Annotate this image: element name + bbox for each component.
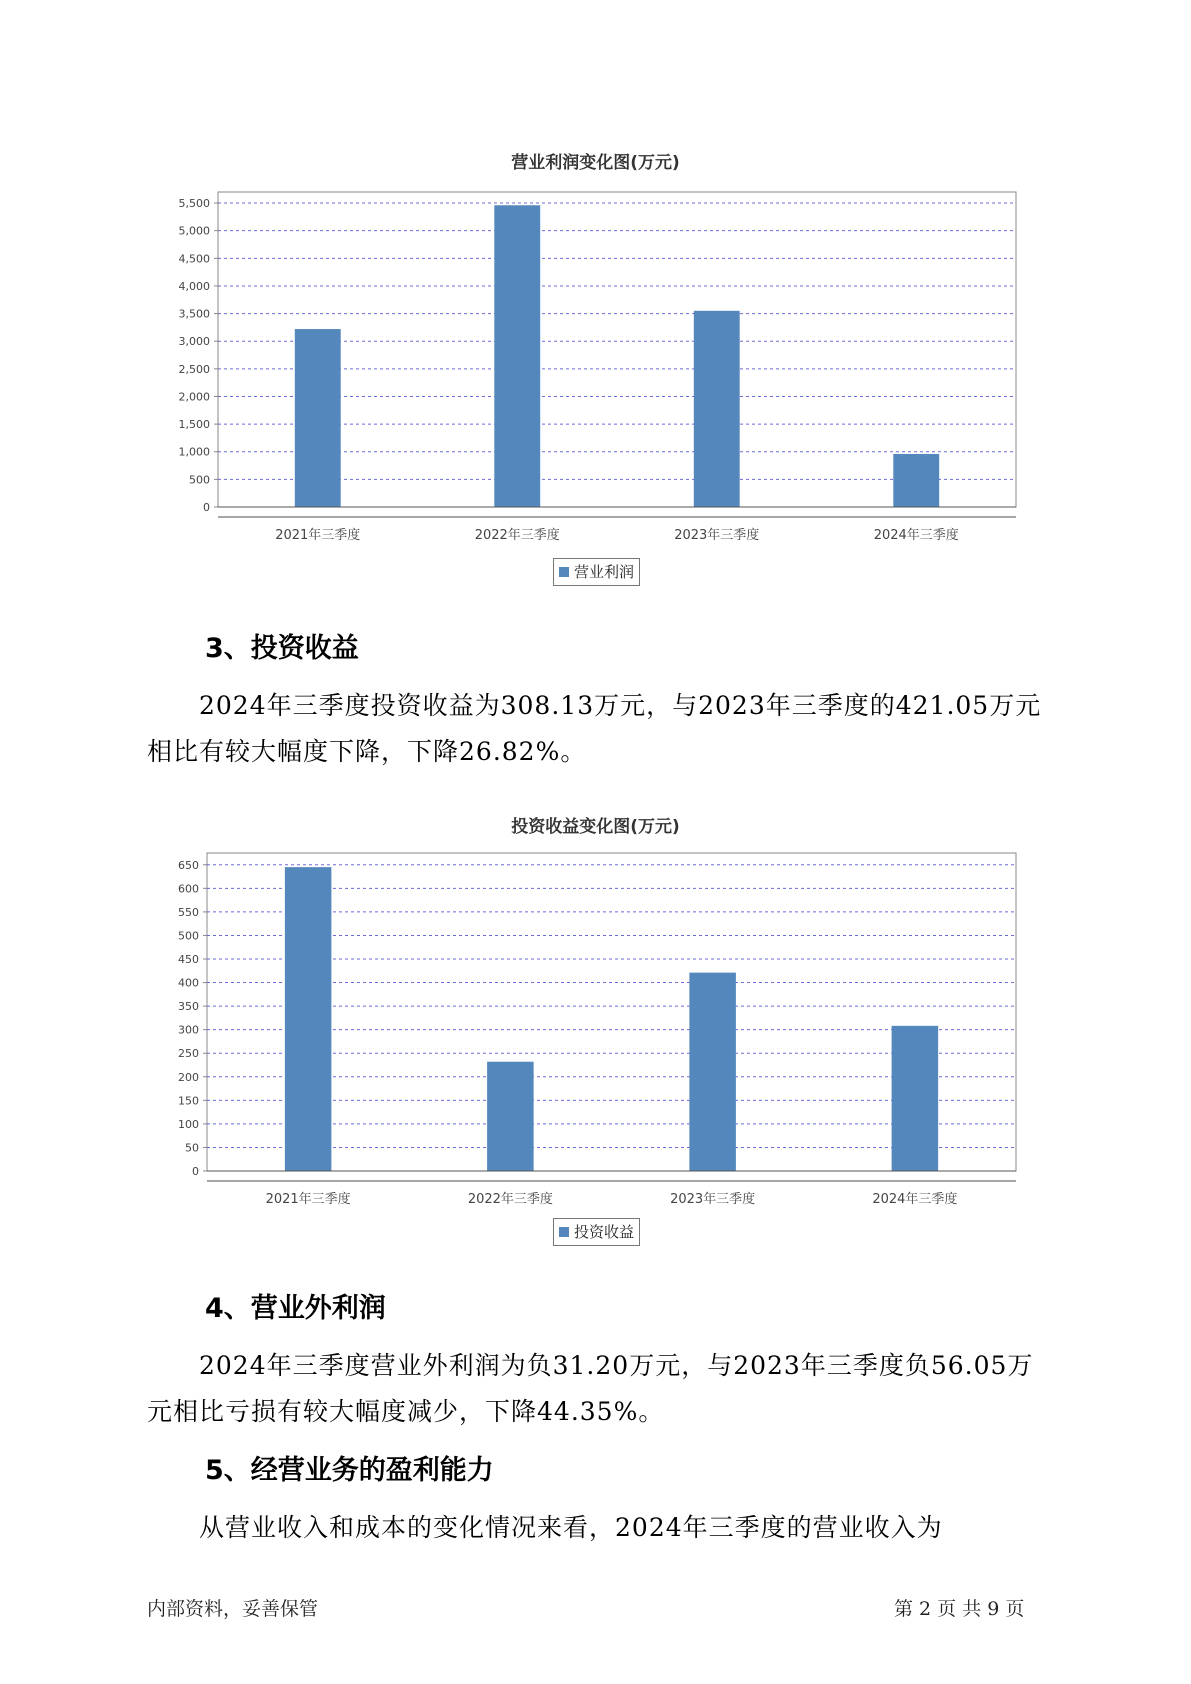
x-tick-label: 2021年三季度 [275, 528, 361, 543]
chart1-title: 营业利润变化图(万元) [511, 153, 680, 173]
x-tick-label: 2023年三季度 [670, 1192, 756, 1207]
y-tick-label: 450 [178, 953, 199, 966]
y-tick-label: 650 [178, 858, 199, 872]
chart2-title: 投资收益变化图(万元) [511, 817, 680, 837]
y-tick-label: 4,500 [178, 252, 210, 266]
y-tick-label: 600 [178, 882, 199, 896]
y-tick-label: 3,000 [178, 335, 210, 349]
chart1-legend [553, 558, 640, 586]
section3-paragraph [147, 683, 1047, 775]
legend-swatch [559, 567, 569, 577]
y-tick-label: 0 [203, 501, 210, 514]
chart2-legend [553, 1218, 640, 1246]
y-tick-label: 1,500 [178, 418, 210, 432]
footer-left: 内部资料，妥善保管 [147, 1598, 319, 1620]
y-tick-label: 50 [185, 1141, 199, 1155]
y-tick-label: 300 [178, 1023, 199, 1037]
chart1-legend-label: 营业利润 [574, 563, 635, 581]
x-tick-label: 2024年三季度 [872, 1192, 958, 1207]
x-tick-label: 2021年三季度 [265, 1192, 351, 1207]
section5-line1: 从营业收入和成本的变化情况来看，2024年三季度的营业收入为 [199, 1513, 943, 1542]
section4-line1: 2024年三季度营业外利润为负31.20万元，与2023年三季度负56.05万 [199, 1351, 1034, 1380]
y-tick-label: 400 [178, 976, 199, 990]
section3-heading: 3、投资收益 [205, 633, 359, 664]
y-tick-label: 0 [192, 1165, 199, 1178]
y-tick-label: 500 [189, 473, 210, 487]
bar [694, 311, 740, 507]
chart2-investment-income [0, 845, 1191, 1215]
x-tick-label: 2022年三季度 [474, 528, 560, 543]
y-tick-label: 200 [178, 1070, 199, 1084]
y-tick-label: 4,000 [178, 279, 210, 293]
y-tick-label: 1,000 [178, 445, 210, 459]
bar [285, 867, 332, 1171]
bar [487, 1062, 534, 1171]
section4-line2: 元相比亏损有较大幅度减少，下降44.35%。 [147, 1397, 665, 1426]
y-tick-label: 250 [178, 1047, 199, 1061]
y-tick-label: 2,000 [178, 390, 210, 404]
footer-page-number: 第 2 页 共 9 页 [894, 1598, 1025, 1620]
section3-line2: 相比有较大幅度下降，下降26.82%。 [147, 737, 587, 766]
bar [295, 329, 341, 507]
y-tick-label: 2,500 [178, 362, 210, 376]
chart1-operating-profit [0, 180, 1191, 550]
section5-heading: 5、经营业务的盈利能力 [205, 1455, 494, 1486]
x-tick-label: 2024年三季度 [873, 528, 959, 543]
section4-heading: 4、营业外利润 [205, 1293, 386, 1324]
x-tick-label: 2023年三季度 [674, 528, 760, 543]
section3-line1: 2024年三季度投资收益为308.13万元，与2023年三季度的421.05万元 [199, 691, 1042, 720]
section4-paragraph [147, 1343, 1047, 1435]
legend-swatch [559, 1227, 569, 1237]
section5-paragraph [147, 1505, 1047, 1551]
y-tick-label: 100 [178, 1117, 199, 1131]
y-tick-label: 3,500 [178, 307, 210, 321]
bar [893, 454, 939, 507]
bar [892, 1026, 939, 1171]
y-tick-label: 350 [178, 1000, 199, 1014]
chart2-legend-label: 投资收益 [574, 1223, 635, 1241]
y-tick-label: 550 [178, 905, 199, 919]
x-tick-label: 2022年三季度 [467, 1192, 553, 1207]
y-tick-label: 5,000 [178, 224, 210, 238]
y-tick-label: 500 [178, 929, 199, 943]
bar [494, 205, 540, 507]
y-tick-label: 150 [178, 1094, 199, 1108]
bar [689, 973, 736, 1171]
y-tick-label: 5,500 [178, 197, 210, 211]
